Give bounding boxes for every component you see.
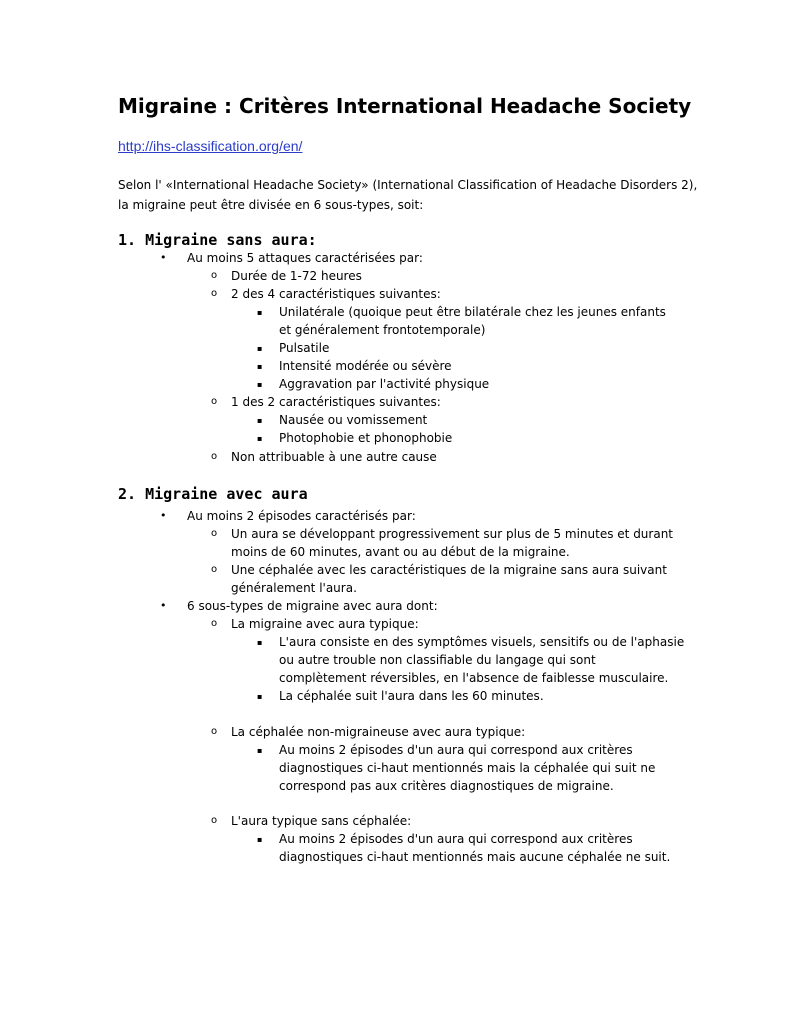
list-item: Nausée ou vomissement [279,413,428,427]
list-item-continuation: complètement réversibles, en l'absence de faiblesse musculaire. [279,671,669,685]
list-item: La céphalée suit l'aura dans les 60 minutes. [279,689,544,703]
list-item: 6 sous-types de migraine avec aura dont: [187,599,438,613]
bullet-square-icon: ▪ [257,344,263,353]
list-item-continuation: diagnostiques ci-haut mentionnés mais aucune céphalée ne suit. [279,850,671,864]
bullet-square-icon: ▪ [257,380,263,389]
intro-paragraph: Selon l' «International Headache Society» (International Classification of Headache Disorders 2), la migraine peut être divisée en 6 sous-types, soit: [118,178,698,212]
section-heading-migraine-avec-aura: 2. Migraine avec aura [118,485,308,503]
list-item-continuation: et généralement frontotemporale) [279,323,486,337]
bullet-circle-icon: o [211,288,218,299]
bullet-circle-icon: o [211,564,218,575]
bullet-circle-icon: o [211,815,218,826]
list-item: Au moins 2 épisodes d'un aura qui correspond aux critères [279,832,633,846]
bullet-disc-icon: • [160,251,167,264]
page-title: Migraine : Critères International Headache Society [118,94,692,118]
ihs-classification-link[interactable]: http://ihs-classification.org/en/ [118,138,303,154]
list-item: 2 des 4 caractéristiques suivantes: [231,287,441,301]
bullet-square-icon: ▪ [257,362,263,371]
bullet-square-icon: ▪ [257,746,263,755]
bullet-disc-icon: • [160,599,167,612]
bullet-circle-icon: o [211,618,218,629]
list-item: Non attribuable à une autre cause [231,450,437,464]
bullet-circle-icon: o [211,726,218,737]
list-item-continuation: généralement l'aura. [231,581,357,595]
list-item: Une céphalée avec les caractéristiques de la migraine sans aura suivant [231,563,667,577]
list-item-continuation: moins de 60 minutes, avant ou au début de la migraine. [231,545,570,559]
list-item-continuation: ou autre trouble non classifiable du langage qui sont [279,653,596,667]
section-heading-migraine-sans-aura: 1. Migraine sans aura: [118,231,317,249]
list-item: 1 des 2 caractéristiques suivantes: [231,395,441,409]
bullet-square-icon: ▪ [257,835,263,844]
list-item-continuation: diagnostiques ci-haut mentionnés mais la céphalée qui suit ne [279,761,656,775]
bullet-circle-icon: o [211,396,218,407]
bullet-disc-icon: • [160,509,167,522]
list-item: Au moins 5 attaques caractérisées par: [187,251,423,265]
bullet-circle-icon: o [211,528,218,539]
list-item: Pulsatile [279,341,330,355]
list-item: La céphalée non-migraineuse avec aura typique: [231,725,526,739]
list-item: La migraine avec aura typique: [231,617,419,631]
bullet-square-icon: ▪ [257,692,263,701]
list-item: Durée de 1-72 heures [231,269,362,283]
bullet-circle-icon: o [211,270,218,281]
bullet-circle-icon: o [211,451,218,462]
bullet-square-icon: ▪ [257,638,263,647]
list-item-continuation: correspond pas aux critères diagnostiques de migraine. [279,779,614,793]
list-item: L'aura consiste en des symptômes visuels, sensitifs ou de l'aphasie [279,635,685,649]
list-item: Unilatérale (quoique peut être bilatérale chez les jeunes enfants [279,305,666,319]
list-item: L'aura typique sans céphalée: [231,814,412,828]
bullet-square-icon: ▪ [257,434,263,443]
list-item: Intensité modérée ou sévère [279,359,452,373]
bullet-square-icon: ▪ [257,416,263,425]
list-item: Un aura se développant progressivement sur plus de 5 minutes et durant [231,527,674,541]
list-item: Au moins 2 épisodes caractérisés par: [187,509,416,523]
list-item: Au moins 2 épisodes d'un aura qui correspond aux critères [279,743,633,757]
bullet-square-icon: ▪ [257,308,263,317]
list-item: Photophobie et phonophobie [279,431,453,445]
list-item: Aggravation par l'activité physique [279,377,490,391]
